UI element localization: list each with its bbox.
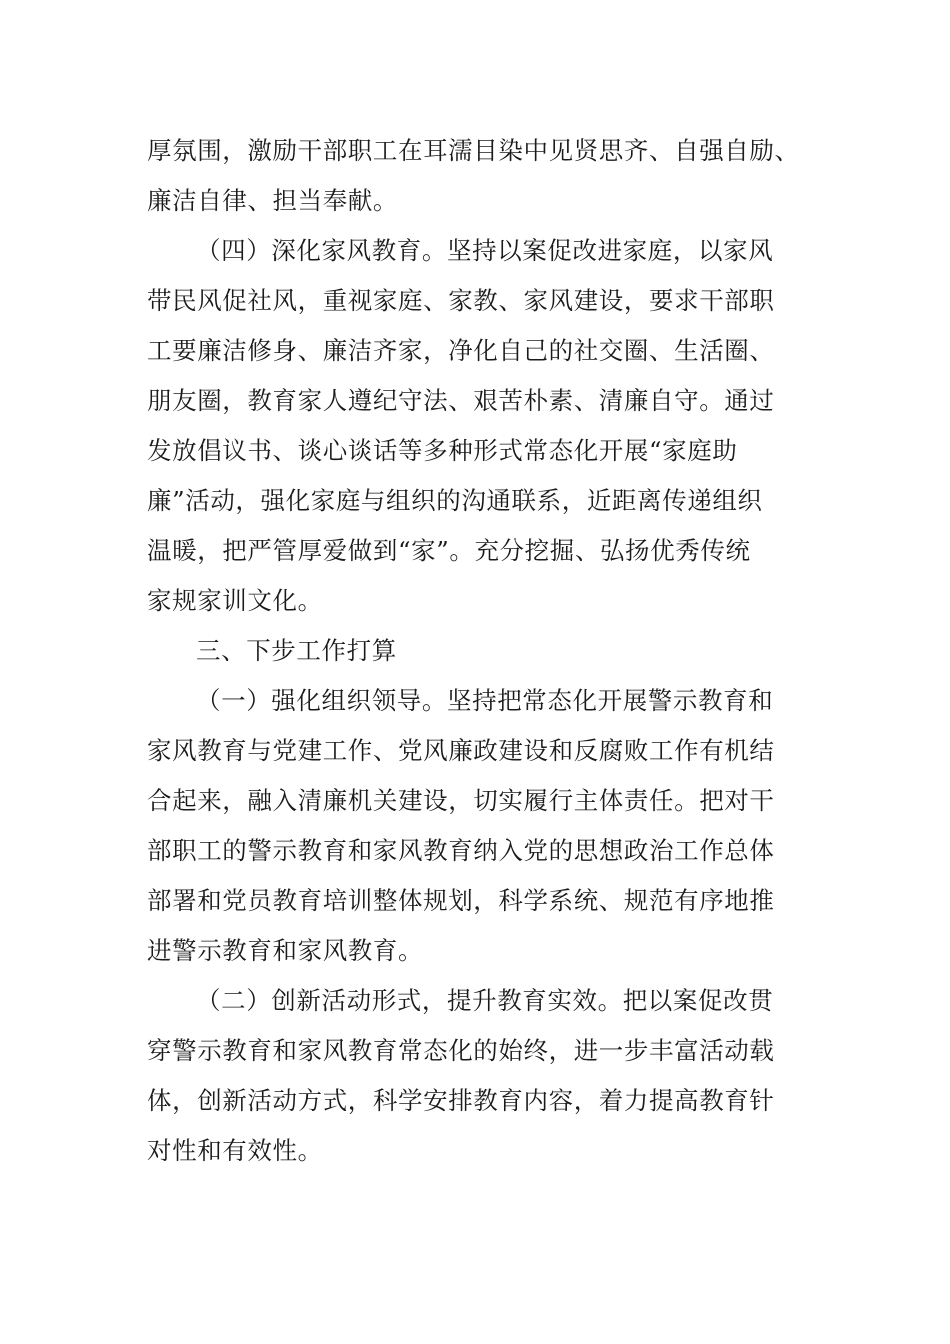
text-line: 廉”活动，强化家庭与组织的沟通联系，近距离传递组织 [147,486,763,515]
text-line: 温暖，把严管厚爱做到“家”。充分挖掘、弘扬优秀传统 [147,536,751,565]
text-line: 部职工的警示教育和家风教育纳入党的思想政治工作总体 [147,836,775,865]
text-line: 带民风促社风，重视家庭、家教、家风建设，要求干部职 [147,286,775,315]
paragraph-heading-4: （四）深化家风教育。坚持以案促改进家庭，以家风 [196,236,774,265]
text-line: 家风教育与党建工作、党风廉政建设和反腐败工作有机结 [147,736,775,765]
text-line: 进警示教育和家风教育。 [147,936,424,965]
paragraph-heading-2: （二）创新活动形式，提升教育实效。把以案促改贯 [196,986,774,1015]
paragraph-heading-1: （一）强化组织领导。坚持把常态化开展警示教育和 [196,686,774,715]
section-heading-3: 三、下步工作打算 [196,636,397,665]
text-line: 穿警示教育和家风教育常态化的始终，进一步丰富活动载 [147,1036,775,1065]
text-line: 工要廉洁修身、廉洁齐家，净化自己的社交圈、生活圈、 [147,336,775,365]
text-line: 对性和有效性。 [147,1136,323,1165]
text-line: 家规家训文化。 [147,586,323,615]
text-line: 厚氛围，激励干部职工在耳濡目染中见贤思齐、自强自励、 [147,136,800,165]
text-line: 部署和党员教育培训整体规划，科学系统、规范有序地推 [147,886,775,915]
text-line: 发放倡议书、谈心谈话等多种形式常态化开展“家庭助 [147,436,738,465]
text-line: 合起来，融入清廉机关建设，切实履行主体责任。把对干 [147,786,775,815]
text-line: 朋友圈，教育家人遵纪守法、艰苦朴素、清廉自守。通过 [147,386,775,415]
text-line: 廉洁自律、担当奉献。 [147,186,398,215]
text-line: 体，创新活动方式，科学安排教育内容，着力提高教育针 [147,1086,775,1115]
